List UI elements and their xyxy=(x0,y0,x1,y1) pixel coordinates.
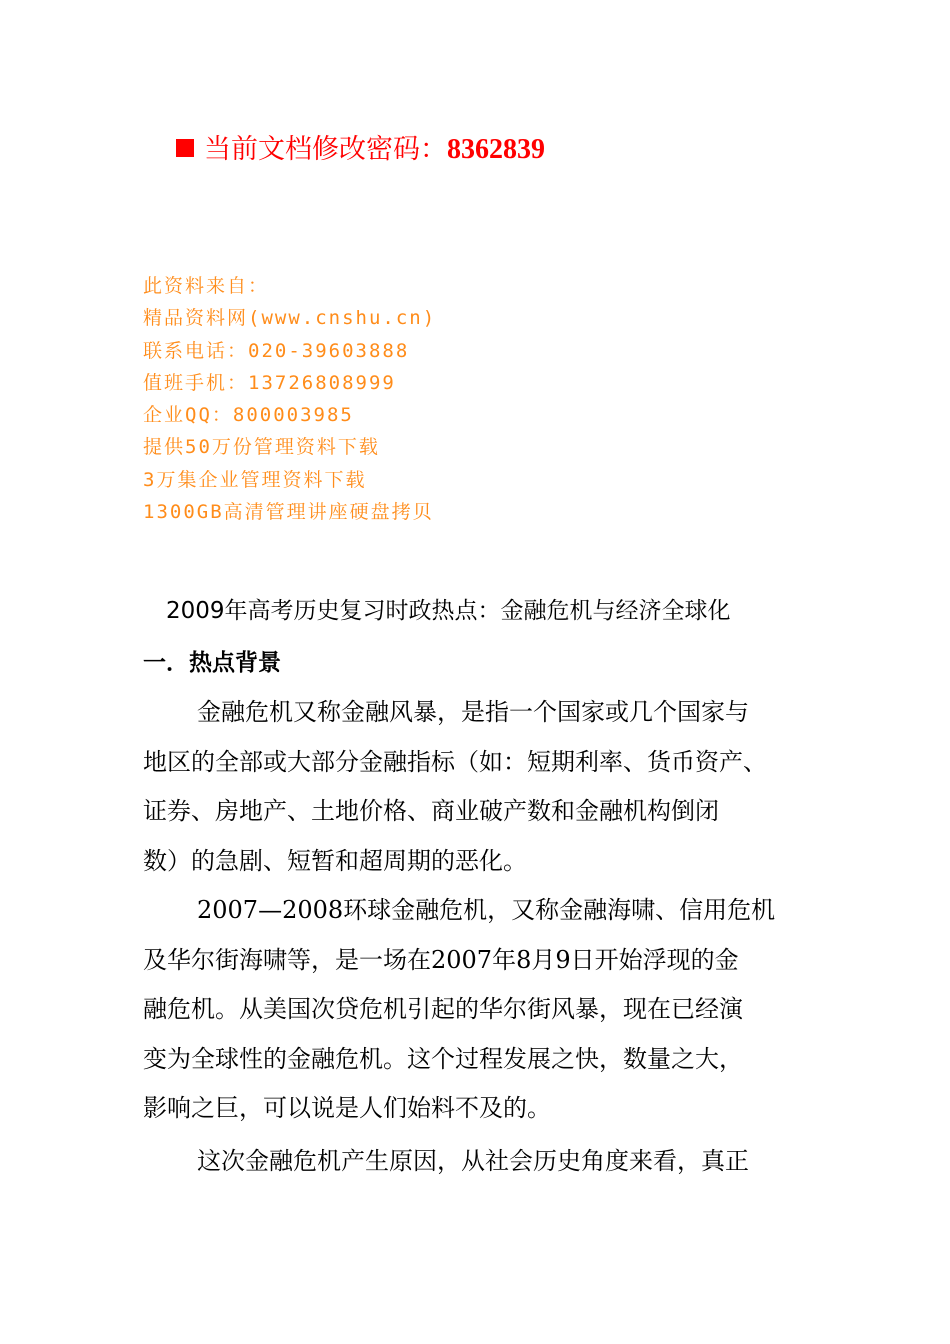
source-line: 此资料来自： xyxy=(143,275,270,297)
paragraph-1 xyxy=(143,688,823,886)
source-info xyxy=(143,270,436,528)
section-heading: 一．热点背景 xyxy=(143,650,281,676)
paragraph-3 xyxy=(143,1137,823,1187)
paragraph-2 xyxy=(143,886,823,1134)
source-line: 3万集企业管理资料下载 xyxy=(143,468,367,491)
article-title: 2009年高考历史复习时政热点：金融危机与经济全球化 xyxy=(166,598,731,624)
password-label: 当前文档修改密码： xyxy=(204,134,447,165)
source-line: 联系电话：020-39603888 xyxy=(143,339,410,362)
source-line: 值班手机：13726808999 xyxy=(143,371,396,394)
source-line: 1300GB高清管理讲座硬盘拷贝 xyxy=(143,501,434,524)
source-line: 精品资料网(www.cnshu.cn) xyxy=(143,307,437,330)
paragraph-line: 及华尔街海啸等，是一场在2007年8月9日开始浮现的金 xyxy=(143,945,739,974)
paragraph-line: 影响之巨，可以说是人们始料不及的。 xyxy=(143,1094,551,1122)
paragraph-line: 证券、房地产、土地价格、商业破产数和金融机构倒闭 xyxy=(143,797,719,825)
paragraph-line: 数）的急剧、短暂和超周期的恶化。 xyxy=(143,846,527,875)
paragraph-line: 变为全球性的金融危机。这个过程发展之快，数量之大， xyxy=(143,1044,743,1073)
source-line: 提供50万份管理资料下载 xyxy=(143,436,380,459)
source-line: 企业QQ：800003985 xyxy=(143,404,354,427)
square-bullet-icon xyxy=(176,139,194,157)
paragraph-line: 地区的全部或大部分金融指标（如：短期利率、货币资产、 xyxy=(143,747,767,776)
paragraph-line: 金融危机又称金融风暴，是指一个国家或几个国家与 xyxy=(197,698,749,726)
password-value: 8362839 xyxy=(447,134,545,165)
paragraph-line: 2007—2008环球金融危机，又称金融海啸、信用危机 xyxy=(197,896,776,924)
password-notice xyxy=(176,130,545,170)
paragraph-line: 融危机。从美国次贷危机引起的华尔街风暴，现在已经演 xyxy=(143,995,743,1023)
paragraph-line: 这次金融危机产生原因，从社会历史角度来看，真正 xyxy=(197,1147,749,1175)
